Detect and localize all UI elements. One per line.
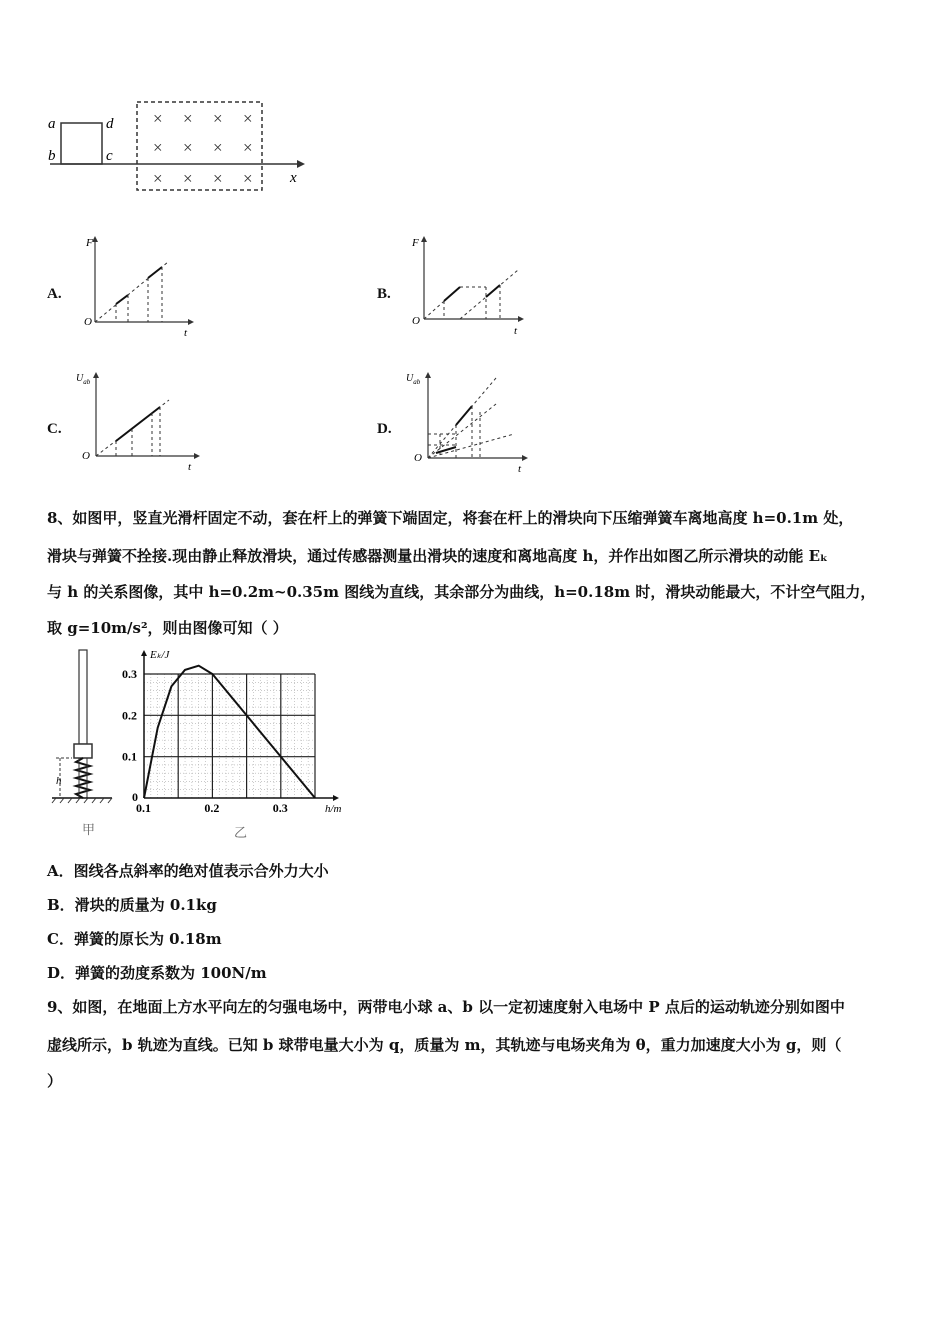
origin-label: 0: [132, 790, 138, 804]
svg-text:F: F: [412, 237, 419, 249]
option-c-graph: [74, 370, 204, 482]
q8-line-1: 8、如图甲，竖直光滑杆固定不动，套在杆上的弹簧下端固定，将套在杆上的滑块向下压缩弹簧车离地高度 h=0.1m 处，: [47, 509, 854, 527]
svg-text:F: F: [86, 237, 93, 249]
q8-line-2: 滑块与弹簧不拴接.现由静止释放滑块，通过传感器测量出滑块的速度和离地高度 h，并作出如图乙所示滑块的动能 Eₖ: [47, 547, 828, 565]
field-cross-0-0: ×: [153, 109, 163, 128]
x-tick-label: 0.2: [204, 801, 220, 815]
q8-choice-c: C．弹簧的原长为 0.18m: [47, 930, 222, 948]
field-cross-0-3: ×: [243, 109, 253, 128]
field-cross-1-0: ×: [153, 138, 163, 157]
field-cross-2-1: ×: [183, 169, 193, 188]
q9-line-2: 虚线所示，b 轨迹为直线。已知 b 球带电量大小为 q，质量为 m，其轨迹与电场夹角为 θ，重力加速度大小为 g，则（: [47, 1036, 842, 1054]
svg-text:O: O: [84, 316, 92, 328]
x-tick-label: 0.3: [272, 801, 288, 815]
q8-line-4: 取 g=10m/s²，则由图像可知（ ）: [47, 619, 288, 637]
ek-h-chart: [110, 644, 360, 844]
svg-text:Uab: $U_{ab}$: [406, 373, 421, 386]
y-tick-label: 0.3: [122, 667, 137, 681]
label-b: b: [48, 148, 56, 164]
svg-text:t: t: [518, 463, 522, 475]
svg-text:O: O: [82, 450, 90, 462]
caption-yi: 乙: [234, 825, 248, 840]
q8-choice-b: B．滑块的质量为 0.1kg: [47, 896, 217, 914]
label-x: x: [290, 170, 297, 186]
y-tick-label: 0.2: [122, 708, 137, 723]
field-cross-1-1: ×: [183, 138, 193, 157]
option-d-letter: D.: [377, 421, 392, 437]
label-d: d: [106, 116, 114, 132]
option-a-graph: [76, 234, 196, 344]
option-c-letter: C.: [47, 421, 62, 437]
svg-text:t: t: [188, 461, 192, 473]
option-b-graph: [404, 234, 526, 344]
x-tick-label: 0.1: [136, 801, 151, 815]
top-figure: [45, 98, 305, 194]
svg-text:O: O: [412, 315, 420, 327]
field-cross-0-1: ×: [183, 109, 193, 128]
q8-choice-d: D．弹簧的劲度系数为 100N/m: [47, 964, 267, 982]
square-loop: [61, 123, 102, 164]
caption-jia: 甲: [82, 822, 96, 837]
y-axis-arrow: [141, 650, 147, 656]
svg-text:O: O: [414, 452, 422, 464]
q8-choice-a: A．图线各点斜率的绝对值表示合外力大小: [47, 862, 329, 880]
field-cross-1-3: ×: [243, 138, 253, 157]
field-crosses: [153, 109, 253, 188]
field-cross-0-2: ×: [213, 109, 223, 128]
option-a-letter: A.: [47, 286, 62, 302]
chart-xlabel: h/m: [325, 803, 342, 815]
q9-line-1: 9、如图，在地面上方水平向左的匀强电场中，两带电小球 a、b 以一定初速度射入电场中 P 点后的运动轨迹分别如图中: [47, 998, 845, 1016]
chart-ylabel: Eₖ/J: [150, 649, 170, 661]
option-d-graph: [404, 370, 530, 482]
field-cross-2-3: ×: [243, 169, 253, 188]
y-tick-label: 0.1: [122, 749, 137, 764]
option-b-letter: B.: [377, 286, 391, 302]
label-a: a: [48, 116, 56, 132]
ek-curve: [144, 666, 315, 798]
q8-line-3: 与 h 的关系图像，其中 h=0.2m~0.35m 图线为直线，其余部分为曲线，h=0.18m 时，滑块动能最大，不计空气阻力，: [47, 583, 876, 601]
q9-line-3: ）: [47, 1072, 63, 1090]
h-label: h: [56, 775, 62, 787]
x-axis-arrow: [333, 795, 339, 801]
field-cross-1-2: ×: [213, 138, 223, 157]
svg-text:t: t: [184, 327, 188, 339]
svg-text:Uab: $U_{ab}$: [76, 373, 91, 386]
label-c: c: [106, 148, 113, 164]
field-cross-2-2: ×: [213, 169, 223, 188]
field-cross-2-0: ×: [153, 169, 163, 188]
svg-text:t: t: [514, 325, 518, 337]
